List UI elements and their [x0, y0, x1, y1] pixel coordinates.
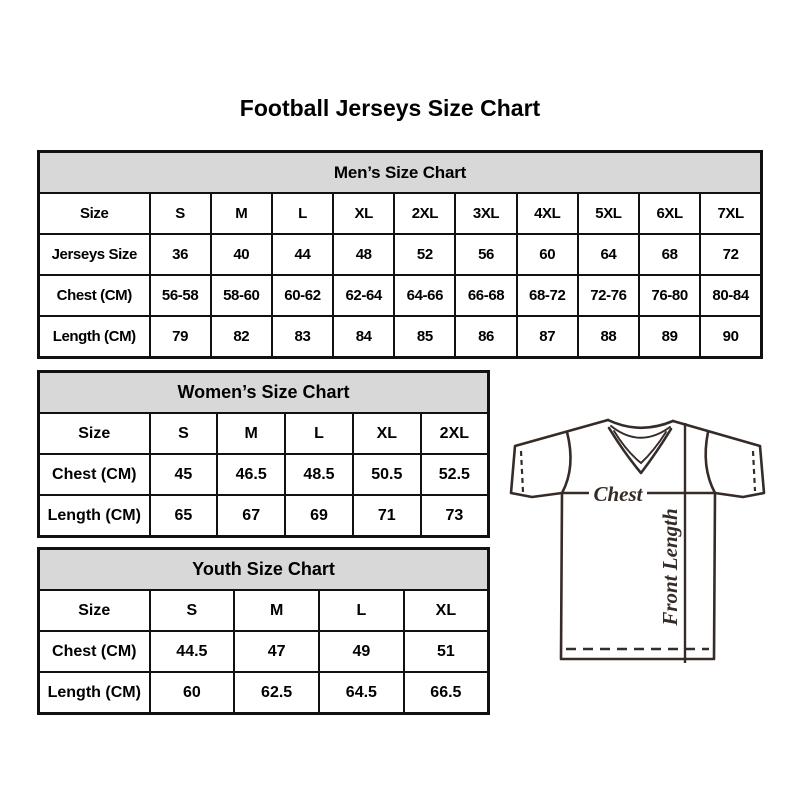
table-row: [39, 275, 762, 316]
table-row: [39, 413, 489, 454]
row-label-cell: Size: [39, 193, 150, 234]
value-cell: 66.5: [404, 672, 489, 714]
value-cell: 64.5: [319, 672, 404, 714]
row-label-cell: Size: [39, 590, 150, 631]
value-cell: XL: [333, 193, 394, 234]
value-cell: 60-62: [272, 275, 333, 316]
table-row: [39, 590, 489, 631]
youth-table-title: Youth Size Chart: [39, 549, 489, 591]
value-cell: 62-64: [333, 275, 394, 316]
value-cell: M: [234, 590, 319, 631]
value-cell: S: [150, 590, 235, 631]
value-cell: 56: [455, 234, 516, 275]
value-cell: L: [272, 193, 333, 234]
table-row: [39, 193, 762, 234]
value-cell: 58-60: [211, 275, 272, 316]
table-row: [39, 631, 489, 672]
value-cell: 72-76: [578, 275, 639, 316]
value-cell: 67: [217, 495, 285, 537]
jersey-right-cuff-stitch: [753, 451, 755, 491]
value-cell: 6XL: [639, 193, 700, 234]
value-cell: 65: [150, 495, 218, 537]
womens-table-title: Women’s Size Chart: [39, 372, 489, 414]
page-title: Football Jerseys Size Chart: [239, 95, 541, 121]
value-cell: 56-58: [150, 275, 211, 316]
value-cell: 72: [700, 234, 761, 275]
value-cell: 44.5: [150, 631, 235, 672]
value-cell: 49: [319, 631, 404, 672]
table-row: [39, 454, 489, 495]
table-row: [39, 495, 489, 537]
value-cell: 68-72: [517, 275, 578, 316]
value-cell: 52.5: [421, 454, 489, 495]
row-label-cell: Length (CM): [39, 316, 150, 358]
row-label-cell: Chest (CM): [39, 454, 150, 495]
value-cell: L: [285, 413, 353, 454]
value-cell: 46.5: [217, 454, 285, 495]
value-cell: 60: [150, 672, 235, 714]
value-cell: M: [211, 193, 272, 234]
jersey-collar-top-arc: [608, 420, 673, 428]
front-length-label: Front Length: [658, 508, 682, 626]
youth-size-table: [37, 547, 490, 715]
mens-table-title: Men’s Size Chart: [39, 152, 762, 194]
value-cell: XL: [353, 413, 421, 454]
value-cell: 51: [404, 631, 489, 672]
jersey-right-armhole-seam: [706, 432, 715, 493]
value-cell: 82: [211, 316, 272, 358]
value-cell: 83: [272, 316, 333, 358]
value-cell: 52: [394, 234, 455, 275]
row-label-cell: Jerseys Size: [39, 234, 150, 275]
row-label-cell: Size: [39, 413, 150, 454]
mens-size-table: [37, 150, 763, 359]
value-cell: 68: [639, 234, 700, 275]
value-cell: 48.5: [285, 454, 353, 495]
value-cell: 48: [333, 234, 394, 275]
row-label-cell: Length (CM): [39, 495, 150, 537]
jersey-vneck-outer: [609, 428, 671, 473]
jersey-left-armhole-seam: [562, 432, 571, 493]
value-cell: L: [319, 590, 404, 631]
value-cell: 64-66: [394, 275, 455, 316]
row-label-cell: Chest (CM): [39, 631, 150, 672]
value-cell: 4XL: [517, 193, 578, 234]
row-label-cell: Length (CM): [39, 672, 150, 714]
jersey-left-cuff-stitch: [521, 451, 523, 492]
value-cell: 60: [517, 234, 578, 275]
value-cell: M: [217, 413, 285, 454]
value-cell: 79: [150, 316, 211, 358]
value-cell: 64: [578, 234, 639, 275]
value-cell: 66-68: [455, 275, 516, 316]
value-cell: 7XL: [700, 193, 761, 234]
value-cell: S: [150, 413, 218, 454]
row-label-cell: Chest (CM): [39, 275, 150, 316]
jersey-body-outline: [511, 420, 764, 659]
value-cell: 36: [150, 234, 211, 275]
value-cell: 47: [234, 631, 319, 672]
value-cell: 87: [517, 316, 578, 358]
value-cell: 89: [639, 316, 700, 358]
jersey-measurement-diagram: [505, 402, 771, 668]
value-cell: S: [150, 193, 211, 234]
value-cell: 88: [578, 316, 639, 358]
value-cell: 44: [272, 234, 333, 275]
value-cell: 85: [394, 316, 455, 358]
value-cell: 2XL: [421, 413, 489, 454]
value-cell: XL: [404, 590, 489, 631]
value-cell: 69: [285, 495, 353, 537]
value-cell: 86: [455, 316, 516, 358]
value-cell: 5XL: [578, 193, 639, 234]
womens-size-table: [37, 370, 490, 538]
value-cell: 84: [333, 316, 394, 358]
value-cell: 62.5: [234, 672, 319, 714]
value-cell: 76-80: [639, 275, 700, 316]
value-cell: 71: [353, 495, 421, 537]
table-row: [39, 672, 489, 714]
value-cell: 2XL: [394, 193, 455, 234]
value-cell: 50.5: [353, 454, 421, 495]
value-cell: 40: [211, 234, 272, 275]
table-row: [39, 316, 762, 358]
chest-label: Chest: [593, 482, 643, 506]
value-cell: 3XL: [455, 193, 516, 234]
value-cell: 45: [150, 454, 218, 495]
table-row: [39, 234, 762, 275]
value-cell: 73: [421, 495, 489, 537]
value-cell: 80-84: [700, 275, 761, 316]
value-cell: 90: [700, 316, 761, 358]
